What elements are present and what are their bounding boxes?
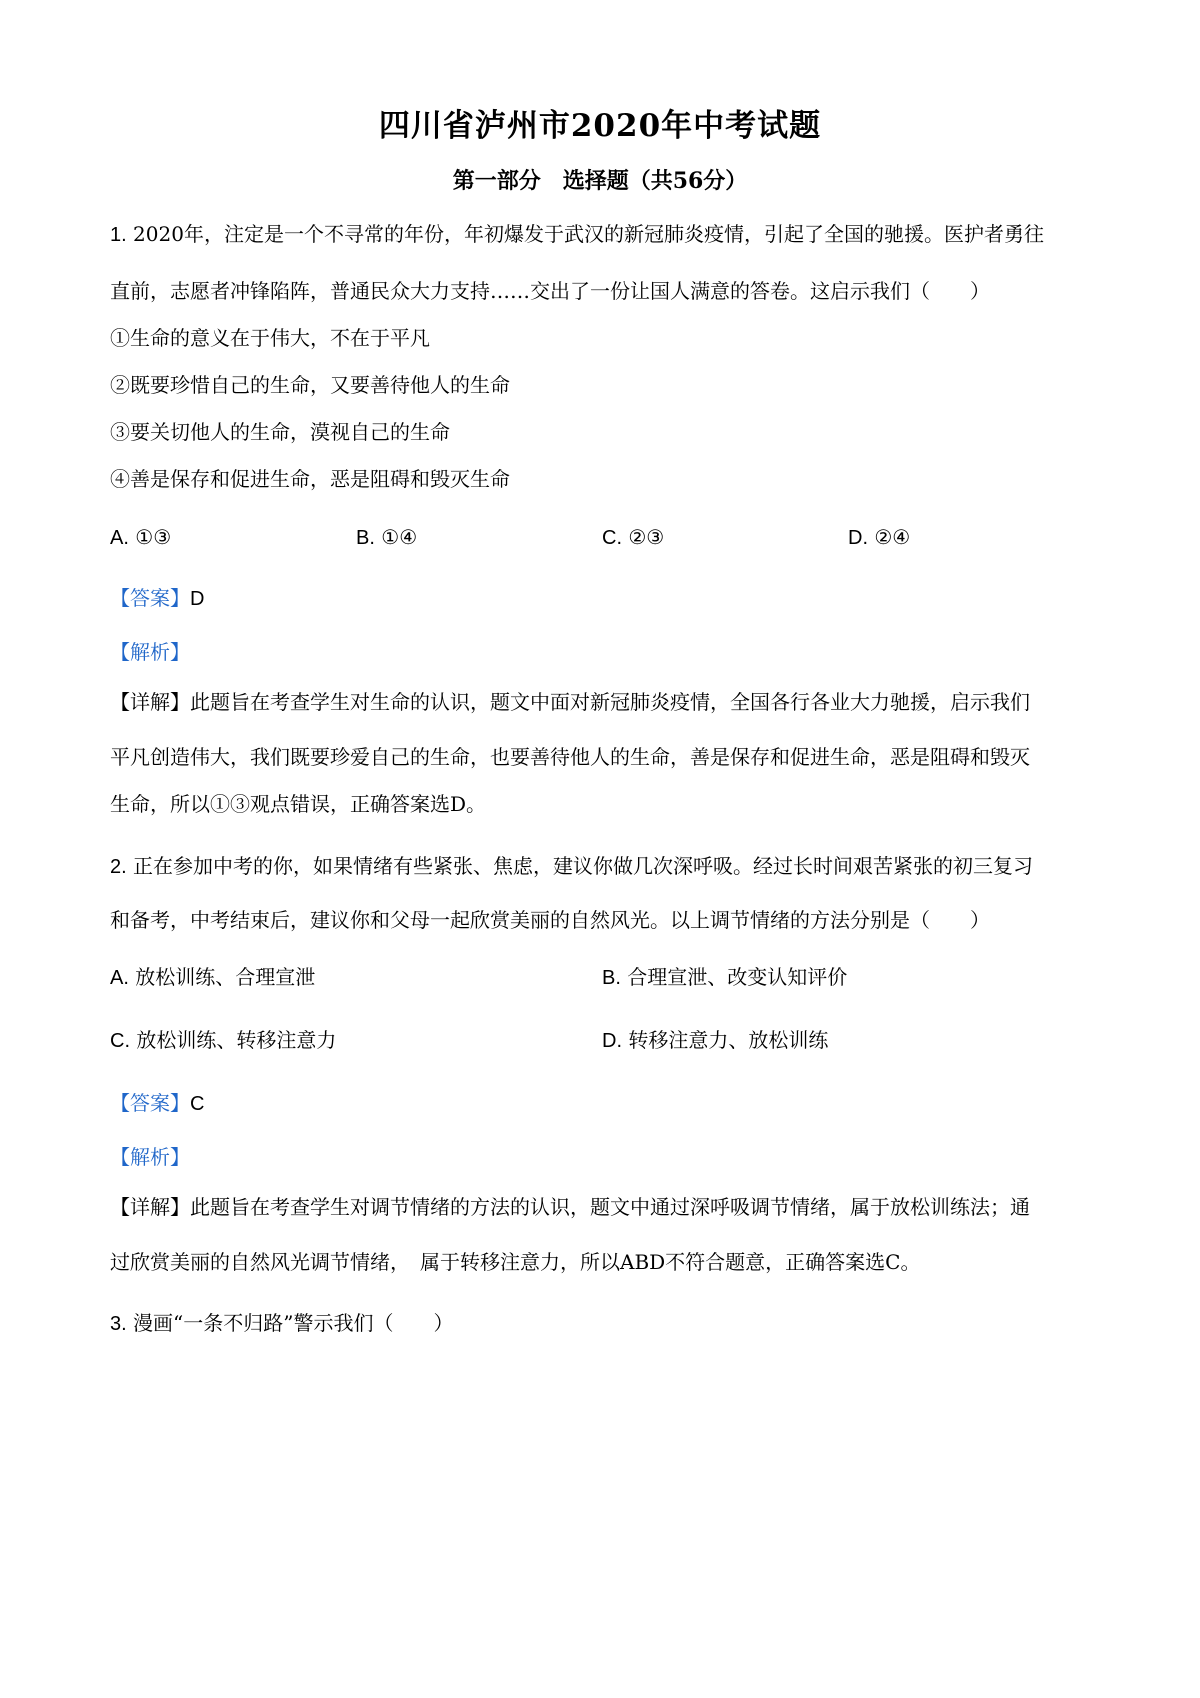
question-2-stem-line-2: 和备考，中考结束后，建议你和父母一起欣赏美丽的自然风光。以上调节情绪的方法分别是（ ） [110, 908, 990, 932]
question-1-statement-3: ③要关切他人的生命，漠视自己的生命 [110, 420, 450, 444]
question-1-stem-line-2: 直前，志愿者冲锋陷阵，普通民众大力支持……交出了一份让国人满意的答卷。这启示我们（ ） [110, 279, 990, 303]
question-2-option-d [602, 1026, 828, 1055]
question-2-option-b [602, 963, 847, 992]
question-1-option-c [602, 523, 664, 552]
option-text: 合理宣泄、改变认知评价 [627, 965, 848, 989]
option-text: ②④ [874, 525, 911, 549]
option-letter: C. [110, 1030, 130, 1052]
question-2-answer [110, 1089, 204, 1118]
question-1-analysis-heading [110, 638, 190, 666]
question-3-number: 3. [110, 1313, 127, 1335]
option-text: 转移注意力、放松训练 [628, 1028, 829, 1052]
question-2-stem-line-1 [110, 852, 1033, 881]
question-1-number: 1. [110, 224, 127, 246]
question-1-statement-2: ②既要珍惜自己的生命，又要善待他人的生命 [110, 373, 510, 397]
answer-value: C [190, 1093, 205, 1115]
question-1-option-b [356, 523, 417, 552]
option-letter: B. [602, 967, 621, 989]
option-text: ①④ [381, 525, 418, 549]
analysis-label: 【解析】 [110, 1145, 190, 1169]
question-1-detail-line-2: 平凡创造伟大，我们既要珍爱自己的生命，也要善待他人的生命，善是保存和促进生命，恶是阻碍和毁灭 [110, 745, 1030, 769]
answer-value: D [190, 588, 205, 610]
question-2-number: 2. [110, 856, 127, 878]
option-letter: C. [602, 527, 622, 549]
option-letter: A. [110, 527, 129, 549]
section-subtitle: 第一部分 选择题（共56分） [452, 168, 748, 194]
option-text: 放松训练、合理宣泄 [135, 965, 316, 989]
option-text: ①③ [135, 525, 172, 549]
question-1-answer [110, 584, 204, 613]
option-text: ②③ [628, 525, 665, 549]
question-2-option-c [110, 1026, 336, 1055]
answer-label: 【答案】 [110, 586, 190, 610]
analysis-label: 【解析】 [110, 640, 190, 664]
question-1-option-d [848, 523, 910, 552]
answer-label: 【答案】 [110, 1091, 190, 1115]
option-letter: D. [602, 1030, 622, 1052]
question-2-analysis-heading [110, 1143, 190, 1171]
question-1-statement-4: ④善是保存和促进生命，恶是阻碍和毁灭生命 [110, 467, 510, 491]
question-2-stem-text-1: 正在参加中考的你，如果情绪有些紧张、焦虑，建议你做几次深呼吸。经过长时间艰苦紧张的初三复习 [133, 854, 1034, 878]
question-2-detail-line-2: 过欣赏美丽的自然风光调节情绪， 属于转移注意力，所以ABD不符合题意，正确答案选C。 [110, 1250, 921, 1274]
question-1-stem-text-1: 2020年，注定是一个不寻常的年份，年初爆发于武汉的新冠肺炎疫情，引起了全国的驰援。医护者勇往 [133, 222, 1044, 246]
question-1-option-a [110, 523, 171, 552]
option-letter: A. [110, 967, 129, 989]
question-2-option-a [110, 963, 315, 992]
option-letter: D. [848, 527, 868, 549]
option-letter: B. [356, 527, 375, 549]
option-text: 放松训练、转移注意力 [136, 1028, 337, 1052]
question-2-detail-line-1: 【详解】此题旨在考查学生对调节情绪的方法的认识，题文中通过深呼吸调节情绪，属于放松训练法；通 [110, 1195, 1030, 1219]
page-title: 四川省泸州市2020年中考试题 [378, 108, 822, 144]
question-1-detail-line-1: 【详解】此题旨在考查学生对生命的认识，题文中面对新冠肺炎疫情，全国各行各业大力驰援，启示我们 [110, 690, 1030, 714]
question-1-detail-line-3: 生命，所以①③观点错误，正确答案选D。 [110, 792, 487, 816]
question-3-stem-line-1 [110, 1309, 454, 1338]
question-3-stem-text-1: 漫画“一条不归路”警示我们（ ） [133, 1311, 454, 1335]
question-1-statement-1: ①生命的意义在于伟大，不在于平凡 [110, 326, 430, 350]
question-1-stem-line-1 [110, 220, 1044, 249]
